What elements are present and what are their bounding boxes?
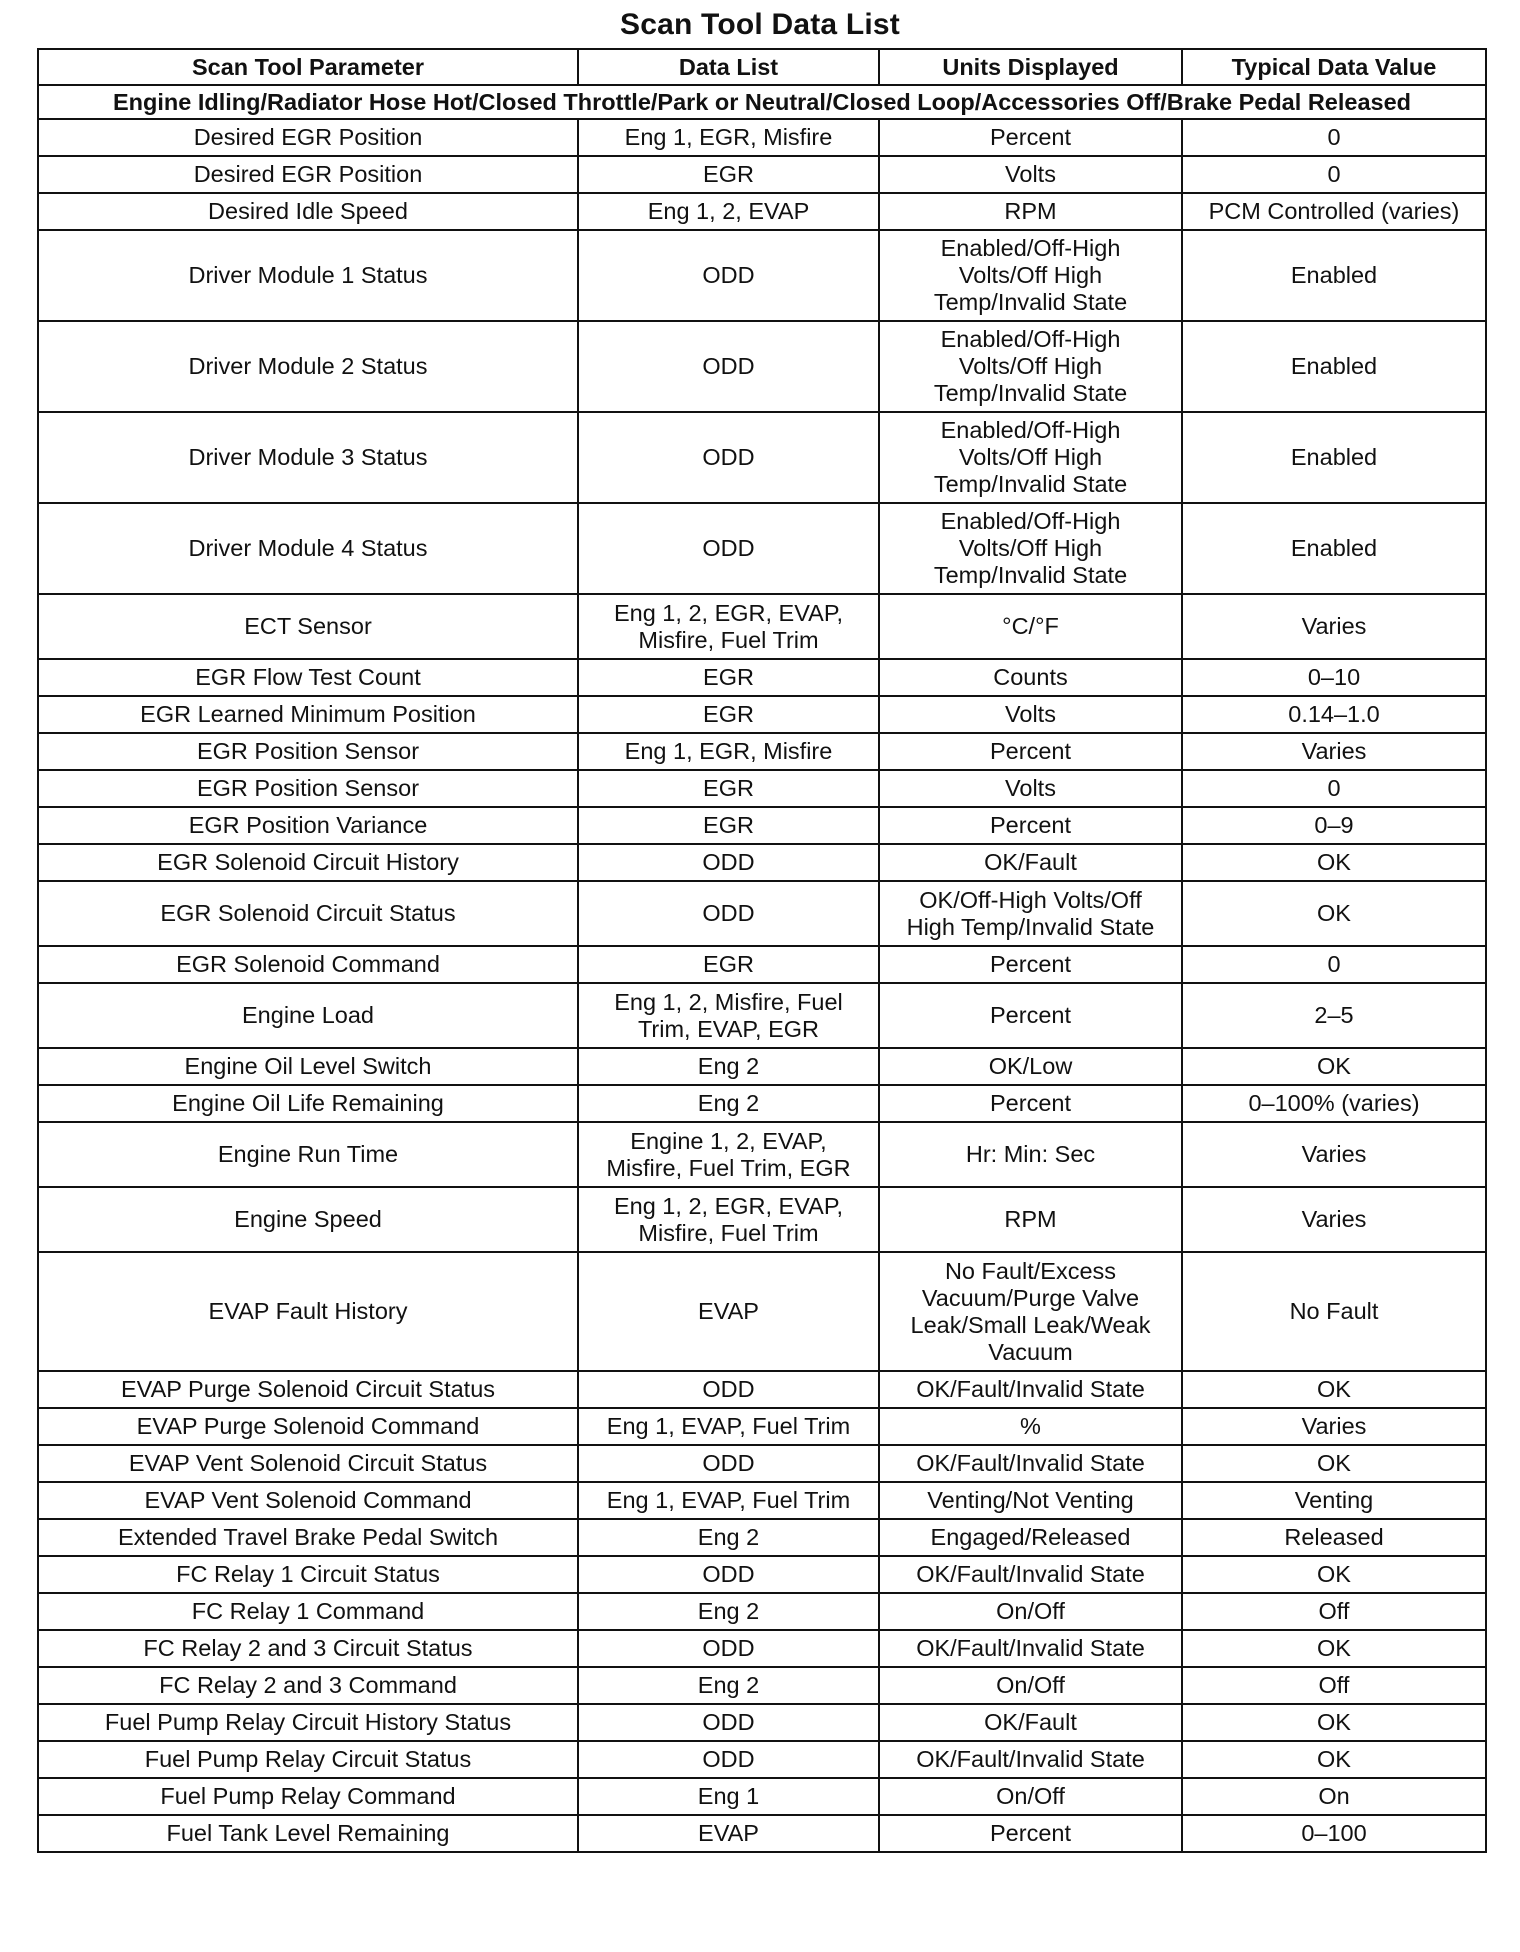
parameter-cell: EGR Position Sensor bbox=[38, 770, 578, 807]
parameter-cell: EGR Solenoid Command bbox=[38, 946, 578, 983]
parameter-cell: EGR Position Sensor bbox=[38, 733, 578, 770]
parameter-cell: Engine Run Time bbox=[38, 1122, 578, 1187]
data-list-cell: Eng 1, EVAP, Fuel Trim bbox=[578, 1408, 879, 1445]
data-list-cell: Eng 1, EVAP, Fuel Trim bbox=[578, 1482, 879, 1519]
typical-value-cell: 2–5 bbox=[1182, 983, 1486, 1048]
data-list-cell: Eng 1, EGR, Misfire bbox=[578, 733, 879, 770]
typical-value-cell: 0 bbox=[1182, 946, 1486, 983]
units-cell: Enabled/Off-High Volts/Off High Temp/Invalid State bbox=[879, 321, 1182, 412]
parameter-cell: Driver Module 4 Status bbox=[38, 503, 578, 594]
typical-value-cell: OK bbox=[1182, 1630, 1486, 1667]
table-row bbox=[38, 1445, 1486, 1482]
typical-value-cell: No Fault bbox=[1182, 1252, 1486, 1371]
parameter-cell: EGR Solenoid Circuit History bbox=[38, 844, 578, 881]
column-header-units: Units Displayed bbox=[879, 49, 1182, 85]
parameter-cell: EVAP Vent Solenoid Command bbox=[38, 1482, 578, 1519]
table-row bbox=[38, 1122, 1486, 1187]
units-cell: Volts bbox=[879, 156, 1182, 193]
units-cell: OK/Low bbox=[879, 1048, 1182, 1085]
data-list-cell: ODD bbox=[578, 1704, 879, 1741]
parameter-cell: Desired EGR Position bbox=[38, 156, 578, 193]
data-list-cell: Eng 1, 2, EGR, EVAP, Misfire, Fuel Trim bbox=[578, 1187, 879, 1252]
table-row bbox=[38, 230, 1486, 321]
typical-value-cell: Varies bbox=[1182, 733, 1486, 770]
typical-value-cell: OK bbox=[1182, 1704, 1486, 1741]
units-cell: Percent bbox=[879, 1815, 1182, 1852]
table-row bbox=[38, 659, 1486, 696]
typical-value-cell: Off bbox=[1182, 1667, 1486, 1704]
table-row bbox=[38, 1252, 1486, 1371]
data-list-cell: EGR bbox=[578, 946, 879, 983]
typical-value-cell: 0–9 bbox=[1182, 807, 1486, 844]
data-list-cell: Eng 1, 2, Misfire, Fuel Trim, EVAP, EGR bbox=[578, 983, 879, 1048]
data-list-cell: Eng 2 bbox=[578, 1667, 879, 1704]
table-row bbox=[38, 946, 1486, 983]
typical-value-cell: Released bbox=[1182, 1519, 1486, 1556]
parameter-cell: Driver Module 3 Status bbox=[38, 412, 578, 503]
units-cell: % bbox=[879, 1408, 1182, 1445]
table-row bbox=[38, 1519, 1486, 1556]
table-row bbox=[38, 807, 1486, 844]
table-row bbox=[38, 412, 1486, 503]
table-row bbox=[38, 1187, 1486, 1252]
typical-value-cell: On bbox=[1182, 1778, 1486, 1815]
units-cell: OK/Fault bbox=[879, 844, 1182, 881]
parameter-cell: Desired Idle Speed bbox=[38, 193, 578, 230]
units-cell: Counts bbox=[879, 659, 1182, 696]
typical-value-cell: 0 bbox=[1182, 119, 1486, 156]
data-list-cell: ODD bbox=[578, 503, 879, 594]
table-row bbox=[38, 1667, 1486, 1704]
typical-value-cell: PCM Controlled (varies) bbox=[1182, 193, 1486, 230]
typical-value-cell: Enabled bbox=[1182, 503, 1486, 594]
units-cell: Percent bbox=[879, 983, 1182, 1048]
data-list-cell: Eng 2 bbox=[578, 1048, 879, 1085]
units-cell: Venting/Not Venting bbox=[879, 1482, 1182, 1519]
parameter-cell: Extended Travel Brake Pedal Switch bbox=[38, 1519, 578, 1556]
table-row bbox=[38, 733, 1486, 770]
parameter-cell: ECT Sensor bbox=[38, 594, 578, 659]
parameter-cell: EGR Flow Test Count bbox=[38, 659, 578, 696]
units-cell: OK/Fault/Invalid State bbox=[879, 1556, 1182, 1593]
typical-value-cell: Enabled bbox=[1182, 230, 1486, 321]
units-cell: Percent bbox=[879, 119, 1182, 156]
typical-value-cell: Varies bbox=[1182, 1122, 1486, 1187]
data-list-cell: EGR bbox=[578, 770, 879, 807]
typical-value-cell: OK bbox=[1182, 844, 1486, 881]
parameter-cell: EVAP Fault History bbox=[38, 1252, 578, 1371]
data-list-cell: Eng 1 bbox=[578, 1778, 879, 1815]
parameter-cell: Driver Module 1 Status bbox=[38, 230, 578, 321]
units-cell: Hr: Min: Sec bbox=[879, 1122, 1182, 1187]
column-header-parameter: Scan Tool Parameter bbox=[38, 49, 578, 85]
data-list-cell: ODD bbox=[578, 1445, 879, 1482]
data-list-cell: EVAP bbox=[578, 1252, 879, 1371]
parameter-cell: EGR Solenoid Circuit Status bbox=[38, 881, 578, 946]
typical-value-cell: OK bbox=[1182, 1371, 1486, 1408]
typical-value-cell: OK bbox=[1182, 1556, 1486, 1593]
typical-value-cell: OK bbox=[1182, 1741, 1486, 1778]
table-row bbox=[38, 1371, 1486, 1408]
data-list-cell: ODD bbox=[578, 412, 879, 503]
units-cell: OK/Fault bbox=[879, 1704, 1182, 1741]
parameter-cell: Driver Module 2 Status bbox=[38, 321, 578, 412]
table-row bbox=[38, 1482, 1486, 1519]
parameter-cell: EVAP Purge Solenoid Circuit Status bbox=[38, 1371, 578, 1408]
parameter-cell: FC Relay 1 Circuit Status bbox=[38, 1556, 578, 1593]
data-list-cell: ODD bbox=[578, 321, 879, 412]
typical-value-cell: Venting bbox=[1182, 1482, 1486, 1519]
table-row bbox=[38, 1408, 1486, 1445]
units-cell: Volts bbox=[879, 696, 1182, 733]
condition-row bbox=[38, 85, 1486, 119]
units-cell: RPM bbox=[879, 193, 1182, 230]
parameter-cell: Desired EGR Position bbox=[38, 119, 578, 156]
units-cell: Percent bbox=[879, 1085, 1182, 1122]
units-cell: On/Off bbox=[879, 1593, 1182, 1630]
units-cell: On/Off bbox=[879, 1778, 1182, 1815]
table-row bbox=[38, 1630, 1486, 1667]
parameter-cell: FC Relay 1 Command bbox=[38, 1593, 578, 1630]
units-cell: On/Off bbox=[879, 1667, 1182, 1704]
parameter-cell: Engine Speed bbox=[38, 1187, 578, 1252]
typical-value-cell: OK bbox=[1182, 881, 1486, 946]
parameter-cell: Fuel Pump Relay Circuit Status bbox=[38, 1741, 578, 1778]
data-list-cell: EGR bbox=[578, 696, 879, 733]
table-row bbox=[38, 696, 1486, 733]
data-list-cell: ODD bbox=[578, 1630, 879, 1667]
typical-value-cell: Varies bbox=[1182, 1408, 1486, 1445]
units-cell: OK/Fault/Invalid State bbox=[879, 1741, 1182, 1778]
typical-value-cell: 0 bbox=[1182, 156, 1486, 193]
data-list-cell: ODD bbox=[578, 881, 879, 946]
parameter-cell: EGR Learned Minimum Position bbox=[38, 696, 578, 733]
column-header-data-list: Data List bbox=[578, 49, 879, 85]
parameter-cell: EGR Position Variance bbox=[38, 807, 578, 844]
column-header-typical-value: Typical Data Value bbox=[1182, 49, 1486, 85]
units-cell: OK/Off-High Volts/Off High Temp/Invalid State bbox=[879, 881, 1182, 946]
typical-value-cell: 0–100% (varies) bbox=[1182, 1085, 1486, 1122]
table-row bbox=[38, 503, 1486, 594]
table-row bbox=[38, 1778, 1486, 1815]
typical-value-cell: OK bbox=[1182, 1048, 1486, 1085]
units-cell: OK/Fault/Invalid State bbox=[879, 1445, 1182, 1482]
typical-value-cell: Off bbox=[1182, 1593, 1486, 1630]
parameter-cell: Engine Oil Level Switch bbox=[38, 1048, 578, 1085]
units-cell: OK/Fault/Invalid State bbox=[879, 1371, 1182, 1408]
units-cell: OK/Fault/Invalid State bbox=[879, 1630, 1182, 1667]
units-cell: Percent bbox=[879, 807, 1182, 844]
typical-value-cell: 0–100 bbox=[1182, 1815, 1486, 1852]
table-row bbox=[38, 1704, 1486, 1741]
units-cell: Engaged/Released bbox=[879, 1519, 1182, 1556]
data-list-cell: Eng 2 bbox=[578, 1085, 879, 1122]
parameter-cell: EVAP Purge Solenoid Command bbox=[38, 1408, 578, 1445]
table-row bbox=[38, 1741, 1486, 1778]
table-row bbox=[38, 321, 1486, 412]
units-cell: Percent bbox=[879, 733, 1182, 770]
typical-value-cell: 0.14–1.0 bbox=[1182, 696, 1486, 733]
parameter-cell: FC Relay 2 and 3 Command bbox=[38, 1667, 578, 1704]
table-row bbox=[38, 1815, 1486, 1852]
units-cell: Enabled/Off-High Volts/Off High Temp/Invalid State bbox=[879, 503, 1182, 594]
data-list-cell: ODD bbox=[578, 844, 879, 881]
units-cell: Percent bbox=[879, 946, 1182, 983]
data-list-cell: EGR bbox=[578, 156, 879, 193]
table-row bbox=[38, 1593, 1486, 1630]
typical-value-cell: Varies bbox=[1182, 1187, 1486, 1252]
data-list-cell: EVAP bbox=[578, 1815, 879, 1852]
typical-value-cell: Enabled bbox=[1182, 321, 1486, 412]
operating-condition: Engine Idling/Radiator Hose Hot/Closed Throttle/Park or Neutral/Closed Loop/Accessories Off/Brake Pedal Released bbox=[38, 85, 1486, 119]
units-cell: Volts bbox=[879, 770, 1182, 807]
units-cell: Enabled/Off-High Volts/Off High Temp/Invalid State bbox=[879, 230, 1182, 321]
data-list-cell: Eng 2 bbox=[578, 1593, 879, 1630]
typical-value-cell: Varies bbox=[1182, 594, 1486, 659]
data-list-cell: ODD bbox=[578, 230, 879, 321]
data-list-cell: Engine 1, 2, EVAP, Misfire, Fuel Trim, EGR bbox=[578, 1122, 879, 1187]
header-row bbox=[38, 49, 1486, 85]
units-cell: Enabled/Off-High Volts/Off High Temp/Invalid State bbox=[879, 412, 1182, 503]
table-row bbox=[38, 594, 1486, 659]
table-row bbox=[38, 983, 1486, 1048]
typical-value-cell: 0–10 bbox=[1182, 659, 1486, 696]
table-row bbox=[38, 844, 1486, 881]
table-row bbox=[38, 881, 1486, 946]
units-cell: RPM bbox=[879, 1187, 1182, 1252]
data-list-cell: EGR bbox=[578, 659, 879, 696]
page-title: Scan Tool Data List bbox=[620, 8, 900, 41]
table-row bbox=[38, 156, 1486, 193]
table-row bbox=[38, 1048, 1486, 1085]
typical-value-cell: OK bbox=[1182, 1445, 1486, 1482]
data-list-cell: Eng 2 bbox=[578, 1519, 879, 1556]
data-list-cell: ODD bbox=[578, 1371, 879, 1408]
data-list-cell: ODD bbox=[578, 1556, 879, 1593]
parameter-cell: Fuel Pump Relay Circuit History Status bbox=[38, 1704, 578, 1741]
typical-value-cell: 0 bbox=[1182, 770, 1486, 807]
parameter-cell: Fuel Tank Level Remaining bbox=[38, 1815, 578, 1852]
table-row bbox=[38, 119, 1486, 156]
data-list-cell: Eng 1, EGR, Misfire bbox=[578, 119, 879, 156]
data-list-cell: EGR bbox=[578, 807, 879, 844]
units-cell: °C/°F bbox=[879, 594, 1182, 659]
table-row bbox=[38, 193, 1486, 230]
units-cell: No Fault/Excess Vacuum/Purge Valve Leak/Small Leak/Weak Vacuum bbox=[879, 1252, 1182, 1371]
table-row bbox=[38, 1085, 1486, 1122]
parameter-cell: Engine Load bbox=[38, 983, 578, 1048]
data-list-cell: Eng 1, 2, EVAP bbox=[578, 193, 879, 230]
parameter-cell: Fuel Pump Relay Command bbox=[38, 1778, 578, 1815]
parameter-cell: Engine Oil Life Remaining bbox=[38, 1085, 578, 1122]
data-list-cell: Eng 1, 2, EGR, EVAP, Misfire, Fuel Trim bbox=[578, 594, 879, 659]
table-row bbox=[38, 770, 1486, 807]
typical-value-cell: Enabled bbox=[1182, 412, 1486, 503]
scan-tool-data-table bbox=[37, 48, 1487, 1853]
data-list-cell: ODD bbox=[578, 1741, 879, 1778]
table-row bbox=[38, 1556, 1486, 1593]
parameter-cell: FC Relay 2 and 3 Circuit Status bbox=[38, 1630, 578, 1667]
parameter-cell: EVAP Vent Solenoid Circuit Status bbox=[38, 1445, 578, 1482]
